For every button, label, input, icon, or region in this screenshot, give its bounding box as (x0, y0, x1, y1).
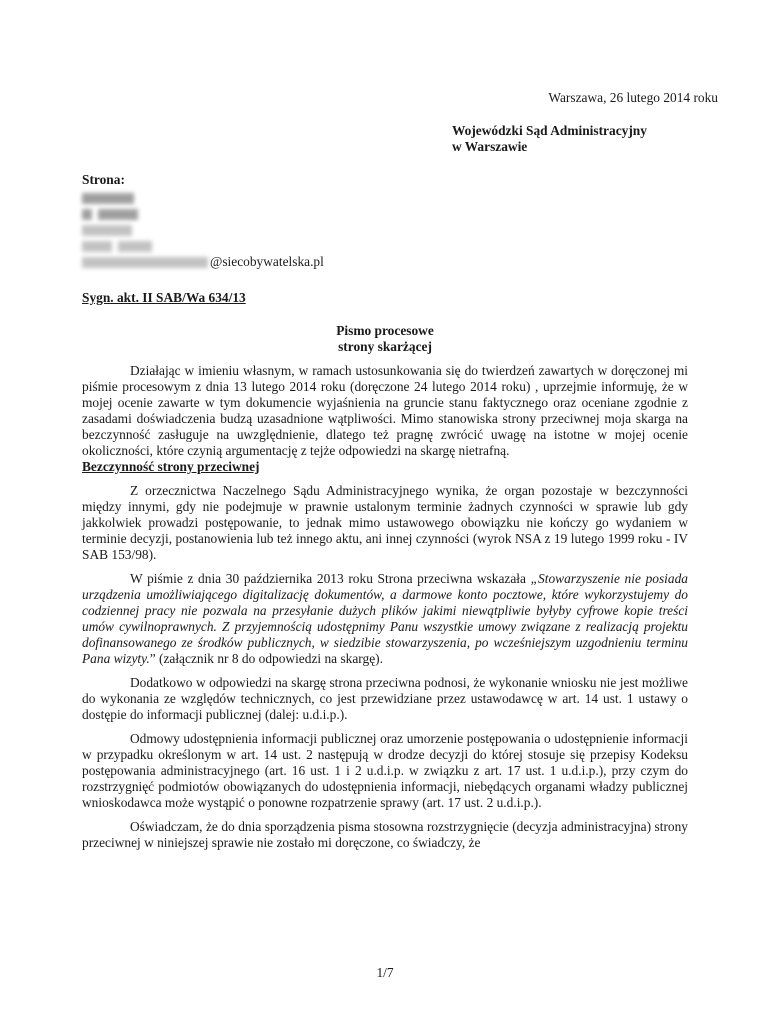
court-name: Wojewódzki Sąd Administracyjny (452, 123, 647, 138)
page-number: 1/7 (376, 965, 394, 980)
section-heading: Bezczynność strony przeciwnej (82, 459, 260, 474)
redaction-blur (82, 241, 112, 252)
court-city: w Warszawie (452, 139, 528, 154)
redaction-blur (82, 193, 134, 204)
paragraph-4: Dodatkowo w odpowiedzi na skargę strona przeciwna podnosi, że wykonanie wniosku nie jest możliwe do wykonania ze względów technicznych, co jest przewidziane przez ustawodawcę w art. 14 ust. 1 ustawy o dostępie do informacji publicznej (dalej: u.d.i.p.). (82, 675, 688, 722)
paragraph-2: Z orzecznictwa Naczelnego Sądu Administracyjnego wynika, że organ pozostaje w bezczynności między innymi, gdy nie podejmuje w prawnie ustalonym terminie żadnych czynności w sprawie lub gdy jakkolwiek prowadzi postępowanie, to jednak mimo ustawowego obowiązku nie kończy go wydaniem w terminie decyzji, postanowienia lub też innego aktu, ani innej czynności (wyrok NSA z 19 lutego 1999 roku - IV SAB 153/98). (82, 483, 688, 562)
email-domain: @siecobywatelska.pl (210, 254, 324, 269)
paragraph-1: Działając w imieniu własnym, w ramach ustosunkowania się do twierdzeń zawartych w doręczonej mi piśmie procesowym z dnia 13 lutego 2014 roku (doręczone 24 lutego 2014 roku) , uprzejmie informuję, że w mojej ocenie zawarte w tym dokumencie wyjaśnienia na gruncie stanu faktycznego oraz oceniane zgodnie z zasadami doświadczenia budzą uzasadnione wątpliwości. Mimo stanowiska strony przeciwnej moja skarga na bezczynność zasługuje na uwzględnienie, dlatego też pragnę zwrócić uwagę na istotne w mojej ocenie okoliczności, które czynią argumentację z tejże odpowiedzi na skargę nietrafną. (82, 363, 688, 458)
redacted-line (82, 222, 324, 238)
paragraph-5: Odmowy udostępnienia informacji publicznej oraz umorzenie postępowania o udostępnienie informacji w przypadku określonym w art. 14 ust. 2 następują w drodze decyzji do której stosuje się przepisy Kodeksu postępowania administracyjnego (art. 16 ust. 1 i 2 u.d.i.p. w związku z art. 17 ust. 1 u.d.i.p.), przy czym do rozstrzygnięć podmiotów obowiązanych do udostępnienia informacji, niebędących organami władzy publicznej wnioskodawca może wystąpić o ponowne rozpatrzenie sprawy (art. 17 ust. 2 u.d.i.p.). (82, 731, 688, 810)
quoted-text: „Stowarzyszenie nie posiada urządzenia umożliwiającego digitalizację dokumentów, a darmowe konto pocztowe, które wykorzystujemy do codziennej pracy nie pozwala na przesyłanie dużych plików jakimi niewątpliwie byłyby cyfrowe kopie treści umów cywilnoprawnych. Z przyjemnością udostępnimy Panu wszystkie umowy związane z realizacją projektu dofinansowanego ze środków publicznych, w siedzibie stowarzyszenia, po wcześniejszym uzgodnieniu terminu Pana wizyty. (82, 571, 688, 666)
redaction-blur (118, 241, 152, 252)
case-number: Sygn. akt. II SAB/Wa 634/13 (82, 290, 246, 305)
document-body (82, 363, 688, 859)
redaction-blur (98, 209, 138, 220)
redacted-line (82, 238, 324, 254)
redaction-blur (82, 209, 92, 220)
title-line-1: Pismo procesowe (336, 323, 434, 338)
date-line: Warszawa, 26 lutego 2014 roku (548, 90, 718, 105)
party-block (82, 172, 324, 270)
document-title (0, 323, 770, 355)
paragraph-3-outro: ” (załącznik nr 8 do odpowiedzi na skargę). (149, 651, 383, 666)
redacted-line (82, 206, 324, 222)
redaction-blur (82, 257, 208, 268)
party-label: Strona: (82, 172, 125, 187)
addressee-block (452, 123, 647, 155)
redaction-blur (82, 225, 132, 236)
redacted-email-line (82, 254, 324, 270)
paragraph-6: Oświadczam, że do dnia sporządzenia pisma stosowna rozstrzygnięcie (decyzja administracyjna) strony przeciwnej w niniejszej sprawie nie zostało mi doręczone, co świadczy, że (82, 819, 688, 850)
paragraph-3-intro: W piśmie z dnia 30 października 2013 roku Strona przeciwna wskazała (130, 571, 531, 586)
redacted-line (82, 190, 324, 206)
paragraph-3 (82, 571, 688, 667)
title-line-2: strony skarżącej (338, 339, 432, 354)
